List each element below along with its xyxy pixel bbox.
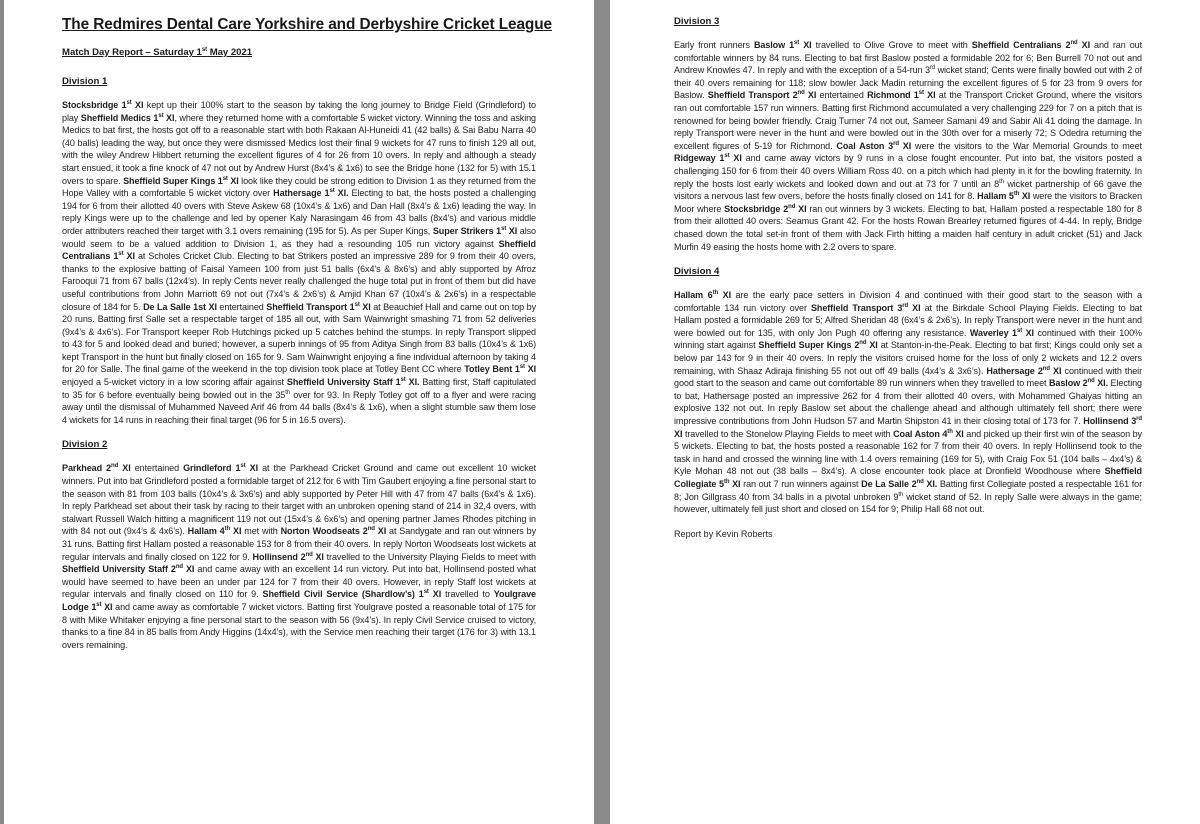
document-page-right: [610, 0, 1200, 824]
division-2-heading: Division 2: [62, 439, 108, 451]
document-title: The Redmires Dental Care Yorkshire and Derbyshire Cricket League: [62, 16, 552, 33]
division-1-report: Stocksbridge 1st XI kept up their 100% start to the season by taking the long journey to Bridge Field (Grindleford) to play Sheffield Medics 1st XI, where they returned home with a comfortable 5 wicket victory. Winning the toss and asking Medics to bat first, the hosts got off to a reasonable start with both Rakaan Al-Huneidi 41 (42 balls) & Sai Babu Narra 40 (40 balls) leading the way, but once they were dismissed Medics lost their final 9 wickets for 47 runs to finish 129 all out, with the wiley Andrew Hibbert returning the excellent figures of 4 for 26 from 10 overs. In reply and although a steady start ensued, it took a fine knock of 47 not out by Andrew Hurst (8x4’s & 1x6) to see the Bridge hone (132 for 5) with 15.1 overs to spare. Sheffield Super Kings 1st XI look like they could be strong edition to Division 1 as they returned from the Hope Valley with a comfortable 5 wicket victory over Hathersage 1st XI. Electing to bat, the hosts posted a challenging 194 for 6 from their allotted 40 overs with Steve Askew 68 (10x4’s & 1x6) and Dan Hall (8x4’s & 1x6) leading the way. In reply Kings were up to the challenge and led by opener Kaly Narasingam 46 from 43 balls (8x4’s) and various middle order attributers reached their target with 3.1 overs remaining (195 for 5). As per Super Kings, Super Strikers 1st XI also would seem to be a valued addition to Division 1, as they had a resounding 105 run victory against Sheffield Centralians 1st XI at Scholes Cricket Club. Electing to bat Strikers posted an impressive 289 for 9 from their 40 overs, thanks to the explosive batting of Faisal Yameen 100 from just 51 balls (6x4’s & 8x6’s) and ably supported by Afroz Farooqui 71 from 67 balls (12x4’s). In reply Cents never really challenged the huge total put in front of them but did have useful contributions from John Marriott 69 not out (7x4’s & 2x6’s) & Amjid Khan 67 (10x4’s & 2x6’s) in a respectable closure of 184 for 5. De La Salle 1st XI entertained Sheffield Transport 1st XI at Beauchief Hall and came out on top by 20 runs. Batting first Salle set a respectable target of 185 all out, with Sam Wainwright smashing 71 from 52 deliveries (9x4’s & 4x6’s). For Transport keeper Rob Hutchings picked up 5 catches behind the stumps. In reply Transport slipped to 43 for 5 and looked dead and buried; however, a superb innings of 95 from Aditya Singh from 83 balls (10x4’s & 1x6) kept Transport in the hunt but finally closed on 165 for 9. Sam Wainwright enjoying a fine individual afternoon by taking 4 for 20 for Salle. The final game of the weekend in the top division took place at Totley Bent CC where Totley Bent 1st XI enjoyed a 5-wicket victory in a low scoring affair against Sheffield University Staff 1st XI. Batting first, Staff capitulated to 35 for 6 before eventually being bowled out in the 35th over for 93. In Reply Totley got off to a flyer and were racing away until the dismissal of Muhammed Naveed Arif 46 from 44 balls (8x4’s & 1x6), when a slight stumble saw them lose 4 wickets for 14 runs in reaching their final target (96 for 5 in 16.5 overs).: [62, 99, 537, 425]
match-day-subtitle: Match Day Report – Saturday 1st May 2021: [62, 46, 252, 58]
division-2-report: Parkhead 2nd XI entertained Grindleford 1st XI at the Parkhead Cricket Ground and came out excellent 10 wicket winners. Put into bat Grindleford posted a formidable target of 212 for 6 with Tim Gaubert enjoying a fine personal start to the season with 81 from 103 balls (10x4’s & 3x6’s) and ably supported by Peter Hill with 47 from 47 balls (6x4’s & 1x6). In reply Parkhead set about their task by racing to their target with an unbroken opening stand of 214 in 32,4 overs, with stalwart Russell Walch hitting a magnificent 119 not out (15x4’s & 6x6’s) and opening partner James Rhodes pitching in with 84 not out (9x4’s & 4x6’s). Hallam 4th XI met with Norton Woodseats 2nd XI at Sandygate and ran out winners by 31 runs. Batting first Hallam posted a reasonable 153 for 8 from their 40 overs. In reply Norton Woodseats lost wickets at regular intervals and finally closed on 122 for 9. Hollinsend 2nd XI travelled to the University Playing Fields to meet with Sheffield University Staff 2nd XI and came away with an excellent 14 run victory. Put into bat, Hollinsend posted what would have seemed to have been an under par 124 for 7 from their 40 overs. However, in reply Staff lost wickets at regular intervals and finally closed on 110 for 9. Sheffield Civil Service (Shardlow’s) 1st XI travelled to Youlgrave Lodge 1st XI and came away as comfortable 7 wicket victors. Batting first Youlgrave posted a reasonable total of 175 for 8 with Mike Whitaker enjoying a fine personal start to the season with 56 (9x4’s). In reply Civil Service cruised to victory, thanks to a fine 84 in 85 balls from Andy Higgins (14x4’s), with the Service men reaching their target (176 for 3) with 13.1 overs remaining.: [62, 463, 537, 650]
division-4-report: Hallam 6th XI are the early pace setters in Division 4 and continued with their good start to the season with a comfortable 134 run victory over Sheffield Transport 3rd XI at the Birkdale School Playing Fields. Electing to bat Hallam posted a formidable 269 for 5; Alfred Sheridan 48 (6x4’s & 2x6’s). In reply Transport were never in the hunt and were bowled out for 135, with only Jon Pugh 40 offering any resistance. Waverley 1st XI continued with their 100% winning start against Sheffield Super Kings 2nd XI at Stanton-in-the-Peak. Electing to bat first; Kings could only set a below par 143 for 9 in their 40 overs. In reply the visitors cruised home for the loss of only 2 wickets and 12.2 overs remaining, with Shaaz Adiraja finishing 55 not out off 49 balls (4x4’s & 3x6’s). Hathersage 2nd XI continued with their good start to the season and came out comfortable 89 run winners when they travelled to meet Baslow 2nd XI. Electing to bat, Hathersage posted an impressive 262 for 4 from their allotted 40 overs, with Mohammed Ghaiyas hitting an explosive 132 not out. In reply Baslow set about the challenge ahead and although ultimately fell short; there were impressive contributions from John Hudson 57 and Martin Shipston 41 in their closing total of 173 for 7. Hollinsend 3rd XI travelled to the Stonelow Playing Fields to meet with Coal Aston 4th XI and picked up their first win of the season by 5 wickets. Electing to bat, the hosts posted a reasonable 162 for 7 from their 40 overs. In reply Hollinsend took to the task in hand and crossed the winning line with 1.4 overs remaining (169 for 5), with Craig Fox 51 (104 balls – 4x4’s) & Kyle Mohan 48 not out (38 balls – 8x4’s). A close encounter took place at Dronfield Woodhouse where Sheffield Collegiate 5th XI ran out 7 run winners against De La Salle 2nd XI. Batting first Collegiate posted a respectable 161 for 8; Jon Gillgrass 40 from 34 balls in a pivotal unbroken 9th wicket stand of 52. In reply Salle were always in the game; however, ultimately fell just short and closed on 154 for 9; Philip Hall 68 not out.: [674, 290, 1143, 515]
division-4-heading: Division 4: [674, 266, 720, 278]
division-3-heading: Division 3: [674, 16, 720, 27]
division-1-heading: Division 1: [62, 76, 108, 87]
document-page-left: [4, 0, 594, 824]
division-3-report: Early front runners Baslow 1st XI travelled to Olive Grove to meet with Sheffield Centralians 2nd XI and ran out comfortable winners by 84 runs. Electing to bat first Baslow posted a formidable 202 for 6; Ben Burrell 70 not out and Andrew Knowles 47. In reply and with the exception of a 54-run 3rd wicket stand; Cents were finally bowled out with 2 of their 40 overs remaining for 118; slow bowler Jack Madin returning the excellent figures of 5 for 23 from 9 overs for Baslow. Sheffield Transport 2nd XI entertained Richmond 1st XI at the Transport Cricket Ground, where the visitors ran out comfortable 157 run winners. Batting first Richmond accumulated a very challenging 229 for 7 on a pitch that is renowned for being bowler friendly. Craig Turner 74 not out, Sameer Samani 49 and Sabir Ali 41 doing the damage. In reply Transport were never in the hunt and were bowled out in the 30th over for a miserly 72; S Odedra returning the excellent figures of 5-19 for Richmond. Coal Aston 3rd XI were the visitors to the War Memorial Grounds to meet Ridgeway 1st XI and came away victors by 9 runs in a close fought encounter. Put into bat, the visitors posted a challenging 150 for 6 from their 40 overs William Ross 40. on a pitch which had plenty in it for the bowling fraternity. In reply the hosts lost early wickets and looked down and out at 73 for 7 until an 8th wicket partnership of 66 gave the visitors a nervous last few overs, before the hosts finally closed on 141 for 8. Hallam 5th XI were the visitors to Bracken Moor where Stocksbridge 2nd XI ran out winners by 3 wickets. Electing to bat, Hallam posted a respectable 180 for 8 from their allotted 40 overs: Seamus Grant 42. For the hosts Rowan Brearley returned figures of 4-44. In reply, Bridge chased down the total set-in front of them with Jack Firth hitting a maiden half century in adult cricket (51) and Jack Murfin 49 easing the hosts home with 2.2 overs to spare.: [674, 39, 1143, 252]
report-author: Report by Kevin Roberts: [674, 528, 773, 539]
